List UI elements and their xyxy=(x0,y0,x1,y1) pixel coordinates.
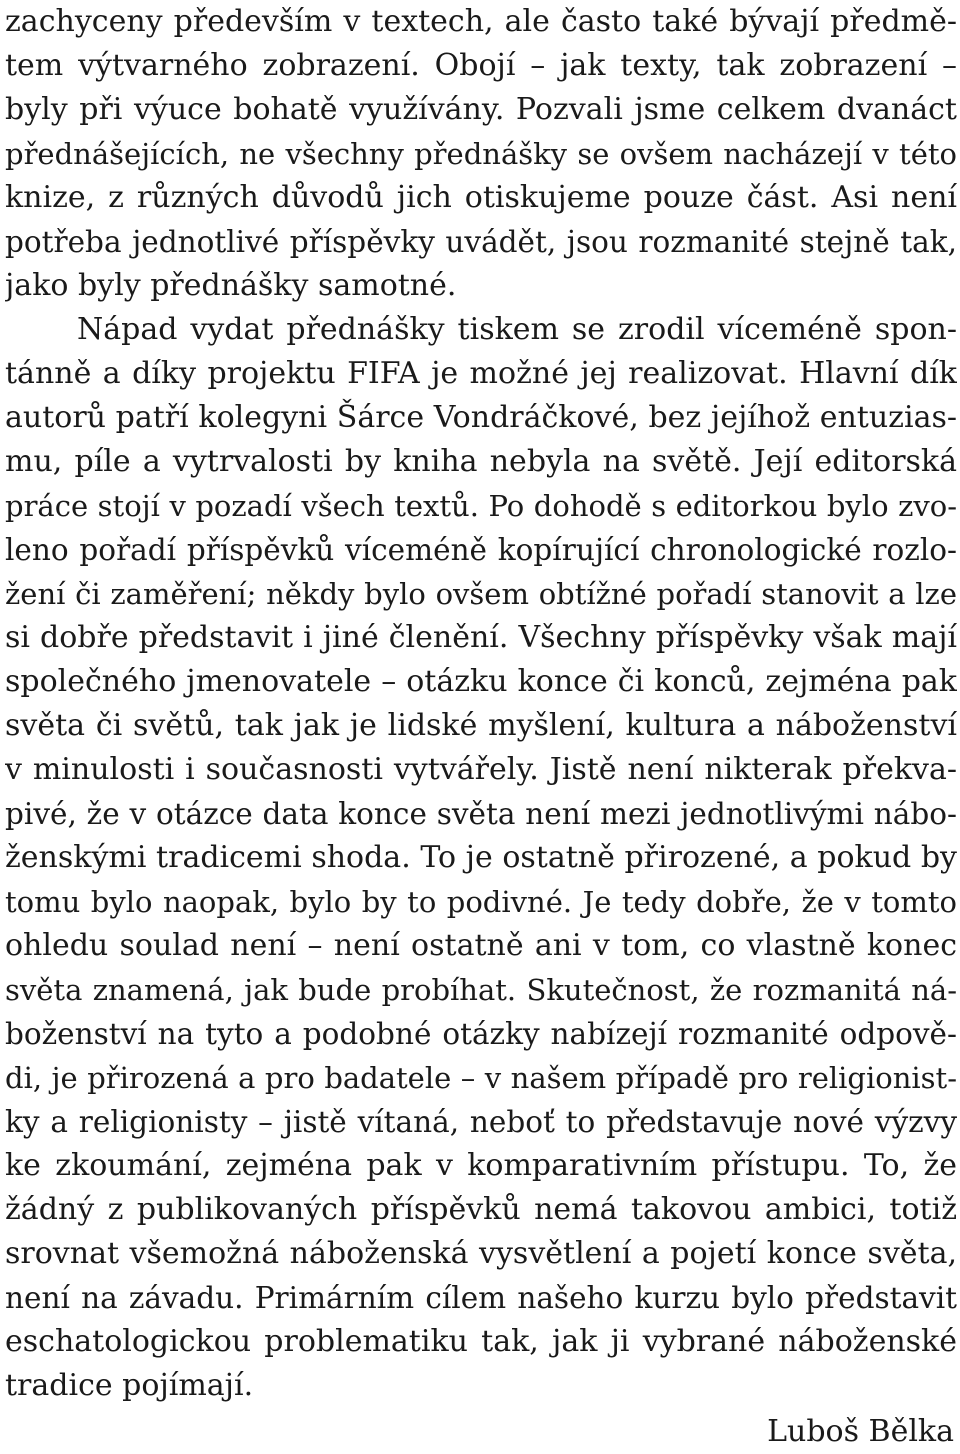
text-line: ke zkoumání, zejména pak v komparativním přístupu. To, že xyxy=(5,1148,957,1183)
text-line: srovnat všemožná náboženská vysvětlení a pojetí konce světa, xyxy=(5,1236,957,1271)
text-line: tánně a díky projektu FIFA je možné jej realizovat. Hlavní dík xyxy=(5,356,957,391)
text-line: si dobře představit i jiné členění. Všechny příspěvky však mají xyxy=(5,620,957,655)
text-line: světa znamená, jak bude probíhat. Skutečnost, že rozmanitá ná- xyxy=(5,973,957,1007)
text-line: mu, píle a vytrvalosti by kniha nebyla na světě. Její editorská xyxy=(5,444,957,479)
text-line: jako byly přednášky samotné. xyxy=(5,268,457,303)
text-line: v minulosti i současnosti vytvářely. Jistě není nikterak překva- xyxy=(5,752,957,787)
text-line: tomu bylo naopak, bylo by to podivné. Je tedy dobře, že v tomto xyxy=(5,885,957,919)
text-line: leno pořadí příspěvků víceméně kopírující chronologické rozlo- xyxy=(5,533,957,567)
text-line: společného jmenovatele – otázku konce či konců, zejména pak xyxy=(5,664,957,699)
text-line: autorů patří kolegyni Šárce Vondráčkové, bez jejíhož entuzias- xyxy=(5,400,957,435)
author-signature: Luboš Bělka xyxy=(767,1414,954,1449)
text-line: žádný z publikovaných příspěvků nemá takovou ambici, totiž xyxy=(5,1192,957,1227)
text-line: di, je přirozená a pro badatele – v našem případě pro religionist- xyxy=(5,1061,957,1095)
text-line: ky a religionisty – jistě vítaná, neboť to představuje nové výzvy xyxy=(5,1105,957,1139)
text-line: tradice pojímají. xyxy=(5,1368,254,1403)
text-line: ohledu soulad není – není ostatně ani v tom, co vlastně konec xyxy=(5,928,957,963)
text-line: boženství na tyto a podobné otázky nabízejí rozmanité odpově- xyxy=(5,1017,957,1051)
text-line: práce stojí v pozadí všech textů. Po dohodě s editorkou bylo zvo- xyxy=(5,489,957,523)
document-body xyxy=(5,0,957,1408)
text-line: tem výtvarného zobrazení. Obojí – jak texty, tak zobrazení – xyxy=(5,48,957,83)
text-line: pivé, že v otázce data konce světa není mezi jednotlivými nábo- xyxy=(5,797,957,831)
text-line: žení či zaměření; někdy bylo ovšem obtížné pořadí stanovit a lze xyxy=(5,577,957,611)
text-line: knize, z různých důvodů jich otiskujeme pouze část. Asi není xyxy=(5,180,957,215)
text-line: eschatologickou problematiku tak, jak ji vybrané náboženské xyxy=(5,1324,957,1359)
text-line: není na závadu. Primárním cílem našeho kurzu bylo představit xyxy=(5,1281,957,1315)
paragraph-first-line: Nápad vydat přednášky tiskem se zrodil víceméně spon- xyxy=(77,312,957,347)
text-line: potřeba jednotlivé příspěvky uvádět, jsou rozmanité stejně tak, xyxy=(5,225,957,259)
text-line: světa či světů, tak jak je lidské myšlení, kultura a náboženství xyxy=(5,708,957,743)
text-line: byly při výuce bohatě využívány. Pozvali jsme celkem dvanáct xyxy=(5,92,957,127)
text-line: ženskými tradicemi shoda. To je ostatně přirozené, a pokud by xyxy=(5,840,957,875)
text-line: přednášejících, ne všechny přednášky se ovšem nacházejí v této xyxy=(5,137,957,171)
text-line: zachyceny především v textech, ale často také bývají předmě- xyxy=(5,4,957,39)
